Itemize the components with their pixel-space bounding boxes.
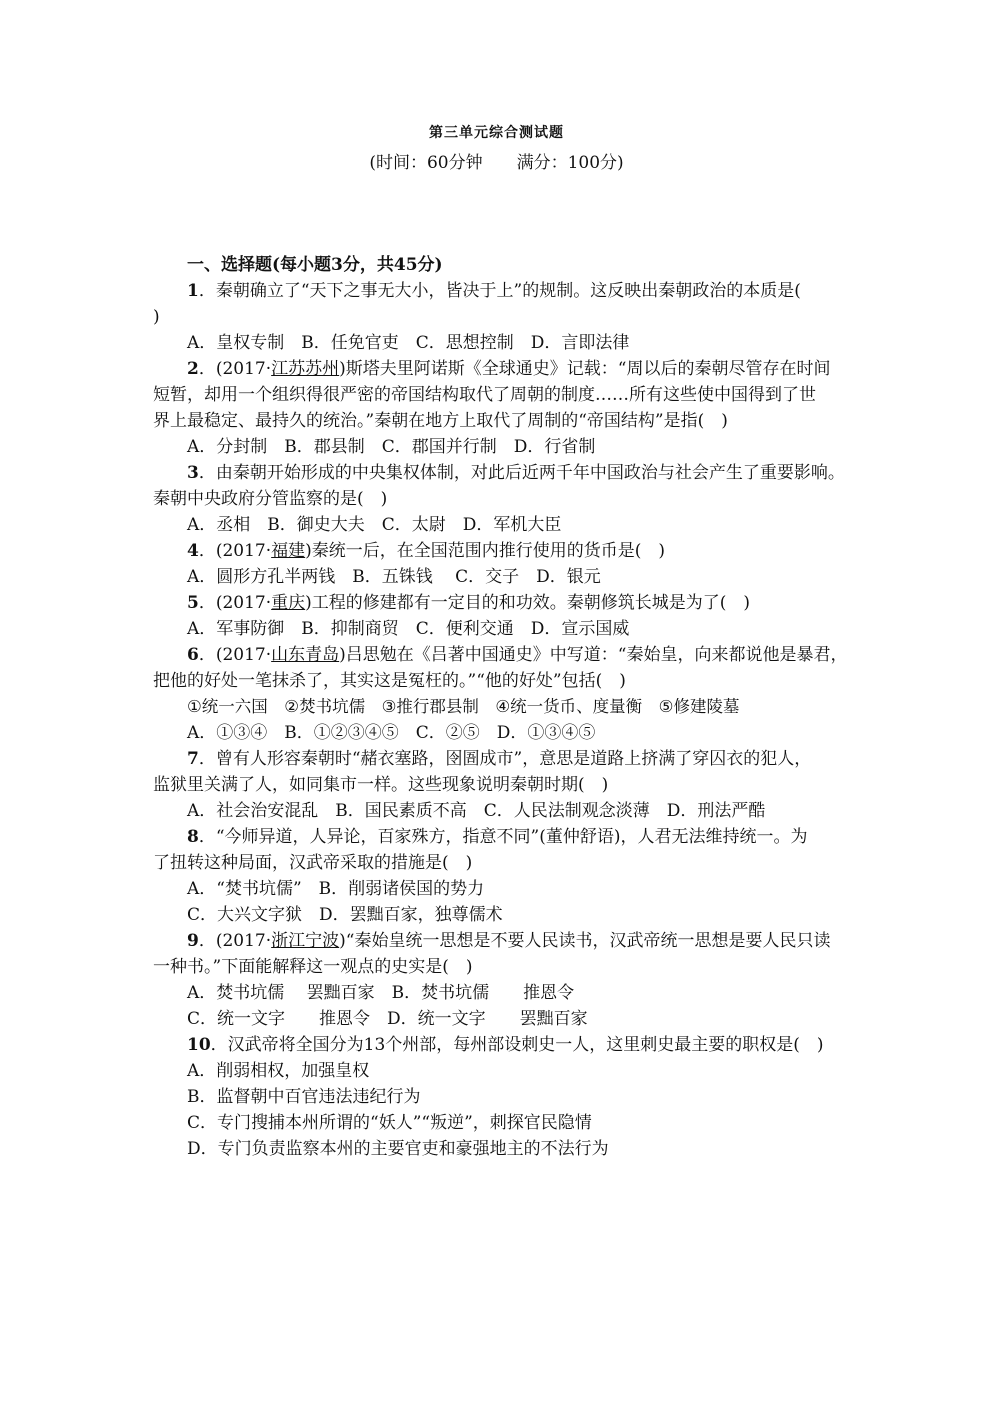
question-number: 5 (187, 593, 199, 613)
question-9: 9．(2017·浙江宁波)“秦始皇统一思想是不要人民读书，汉武帝统一思想是要人民只读 (187, 931, 831, 951)
question-10-option-a: A．削弱相权，加强皇权 (187, 1061, 370, 1081)
question-10-option-c: C．专门搜捕本州所谓的“妖人”“叛逆”，刺探官民隐情 (187, 1113, 592, 1133)
question-number: 10 (187, 1035, 211, 1055)
question-1-close: ) (153, 307, 160, 327)
question-text: ．秦朝确立了“天下之事无大小，皆决于上”的规制。这反映出秦朝政治的本质是( (198, 281, 801, 301)
question-8: 8．“今师异道，人异论，百家殊方，指意不同”(董仲舒语)，人君无法维持统一。为 (187, 827, 808, 847)
question-5: 5．(2017·重庆)工程的修建都有一定目的和功效。秦朝修筑长城是为了( ) (187, 593, 751, 613)
question-10-option-b: B．监督朝中百官违法违纪行为 (187, 1087, 421, 1107)
question-number: 9 (187, 931, 199, 951)
question-number: 3 (187, 463, 199, 483)
question-3-options: A．丞相 B．御史大夫 C．太尉 D．军机大臣 (187, 515, 562, 535)
question-2-line: 短暂，却用一个组织得很严密的帝国结构取代了周朝的制度……所有这些使中国得到了世 (153, 385, 816, 405)
question-2-options: A．分封制 B．郡县制 C．郡国并行制 D．行省制 (187, 437, 596, 457)
full-score: 满分：100分) (516, 153, 624, 173)
question-7: 7．曾有人形容秦朝时“赭衣塞路，囹圄成市”，意思是道路上挤满了穿囚衣的犯人， (187, 749, 812, 769)
question-3: 3．由秦朝开始形成的中央集权体制，对此后近两千年中国政治与社会产生了重要影响。 (187, 463, 845, 483)
question-9-options-cd: C．统一文字 推恩令 D．统一文字 罢黜百家 (187, 1009, 588, 1029)
question-number: 1 (187, 281, 199, 301)
time-limit: (时间：60分钟 (369, 153, 483, 173)
question-4-options: A．圆形方孔半两钱 B．五铢钱 C．交子 D．银元 (187, 567, 601, 587)
question-6-options: A．①③④ B．①②③④⑤ C．②⑤ D．①③④⑤ (187, 723, 596, 743)
question-number: 7 (187, 749, 199, 769)
question-number: 4 (187, 541, 199, 561)
exam-info (0, 148, 993, 173)
question-number: 6 (187, 645, 199, 665)
question-2: 2．(2017·江苏苏州)斯塔夫里阿诺斯《全球通史》记载：“周以后的秦朝尽管存在时间 (187, 359, 831, 379)
question-source: 浙江宁波 (271, 931, 340, 951)
question-number: 8 (187, 827, 199, 847)
question-6: 6．(2017·山东青岛)吕思勉在《吕著中国通史》中写道：“秦始皇，向来都说他是暴君， (187, 645, 848, 665)
question-source: 江苏苏州 (271, 359, 340, 379)
question-7-line: 监狱里关满了人，如同集市一样。这些现象说明秦朝时期( ) (153, 775, 609, 795)
question-7-options: A．社会治安混乱 B．国民素质不高 C．人民法制观念淡薄 D．刑法严酷 (187, 801, 766, 821)
question-2-line: 界上最稳定、最持久的统治。”秦朝在地方上取代了周制的“帝国结构”是指( ) (153, 411, 728, 431)
question-6-line: 把他的好处一笔抹杀了，其实这是冤枉的。”“他的好处”包括( ) (153, 671, 626, 691)
section-heading: 一、选择题(每小题3分，共45分) (187, 255, 443, 275)
question-3-line: 秦朝中央政府分管监察的是( ) (153, 489, 388, 509)
question-5-options: A．军事防御 B．抑制商贸 C．便利交通 D．宣示国威 (187, 619, 630, 639)
question-list (153, 252, 858, 1162)
question-source: 山东青岛 (271, 645, 340, 665)
question-number: 2 (187, 359, 199, 379)
question-10-option-d: D．专门负责监察本州的主要官吏和豪强地主的不法行为 (187, 1139, 609, 1159)
question-8-line: 了扭转这种局面，汉武帝采取的措施是( ) (153, 853, 473, 873)
question-9-options-ab: A．焚书坑儒 罢黜百家 B．焚书坑儒 推恩令 (187, 983, 575, 1003)
question-8-options-cd: C．大兴文字狱 D．罢黜百家，独尊儒术 (187, 905, 503, 925)
question-source: 福建 (271, 541, 306, 561)
question-1 (153, 278, 858, 304)
question-10: 10．汉武帝将全国分为13个州部，每州部设刺史一人，这里刺史最主要的职权是( ) (187, 1035, 824, 1055)
question-9-line: 一种书。”下面能解释这一观点的史实是( ) (153, 957, 473, 977)
question-4: 4．(2017·福建)秦统一后，在全国范围内推行使用的货币是( ) (187, 541, 666, 561)
question-source: 重庆 (271, 593, 306, 613)
page-title: 第三单元综合测试题 (429, 125, 564, 141)
question-1-options: A．皇权专制 B．任免官吏 C．思想控制 D．言即法律 (187, 333, 630, 353)
question-8-options-ab: A．“焚书坑儒” B．削弱诸侯国的势力 (187, 879, 485, 899)
question-6-items: ①统一六国 ②焚书坑儒 ③推行郡县制 ④统一货币、度量衡 ⑤修建陵墓 (187, 697, 740, 716)
